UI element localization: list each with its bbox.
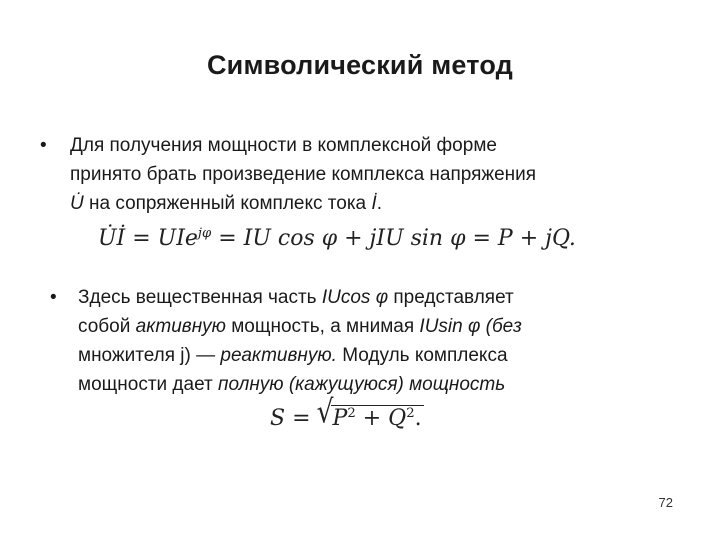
text-run-italic: полную (кажущуюся) мощность — [218, 374, 506, 395]
text-run-italic: активную — [135, 316, 226, 337]
bullet-line — [78, 283, 700, 312]
text-run: представляет — [388, 287, 514, 308]
bullet-line: Для получения мощности в комплексной форме — [70, 135, 497, 156]
text-run-italic: IUcos φ — [321, 287, 389, 308]
text-run: мощности дает — [78, 374, 218, 395]
apparent-power-formula — [270, 394, 424, 431]
complex-power-formula — [98, 226, 576, 251]
bullet-line-end: . — [376, 193, 382, 214]
bullet-line — [78, 370, 700, 399]
exponent: 2 — [406, 406, 415, 422]
square-root-sign: √ — [316, 394, 333, 431]
text-run-italic: IUsin φ (без — [419, 316, 522, 337]
formula-lhs: S = — [270, 406, 318, 431]
bullet-item-power-components — [50, 283, 700, 399]
operator: + — [355, 406, 389, 431]
symbol-p: P — [332, 406, 348, 431]
bullet-item-complex-power — [40, 131, 700, 218]
bullet-line — [78, 341, 700, 370]
text-run-italic: реактивную. — [220, 345, 337, 366]
symbol-q: Q — [388, 406, 407, 431]
bullet-line: принято брать произведение комплекса напряжения — [70, 164, 537, 185]
text-run: множителя j) — — [78, 345, 221, 366]
bullet-text — [78, 283, 700, 399]
voltage-complex-symbol: U̇ — [70, 193, 84, 214]
bullet-line — [70, 189, 700, 218]
text-run: Здесь вещественная часть — [78, 287, 322, 308]
text-run: мощность, а мнимая — [225, 316, 420, 337]
formula-end: . — [414, 406, 422, 431]
slide-title: Символический метод — [206, 50, 514, 80]
current-complex-symbol: İ — [371, 193, 377, 214]
bullet-text — [70, 131, 700, 218]
formula-exponent: jφ — [197, 226, 212, 242]
bullet-marker: • — [40, 135, 47, 156]
page-number: 72 — [658, 495, 673, 510]
radicand — [331, 405, 424, 431]
formula-rhs: = IU cos φ + jIU sin φ = P + jQ. — [211, 226, 576, 251]
formula-lhs: U̇İ = UIe — [98, 226, 198, 251]
bullet-marker: • — [50, 287, 57, 308]
bullet-line-text: на сопряженный комплекс тока — [83, 193, 372, 214]
bullet-line — [78, 312, 700, 341]
text-run: Модуль комплекса — [336, 345, 508, 366]
text-run: собой — [78, 316, 136, 337]
exponent: 2 — [347, 406, 356, 422]
